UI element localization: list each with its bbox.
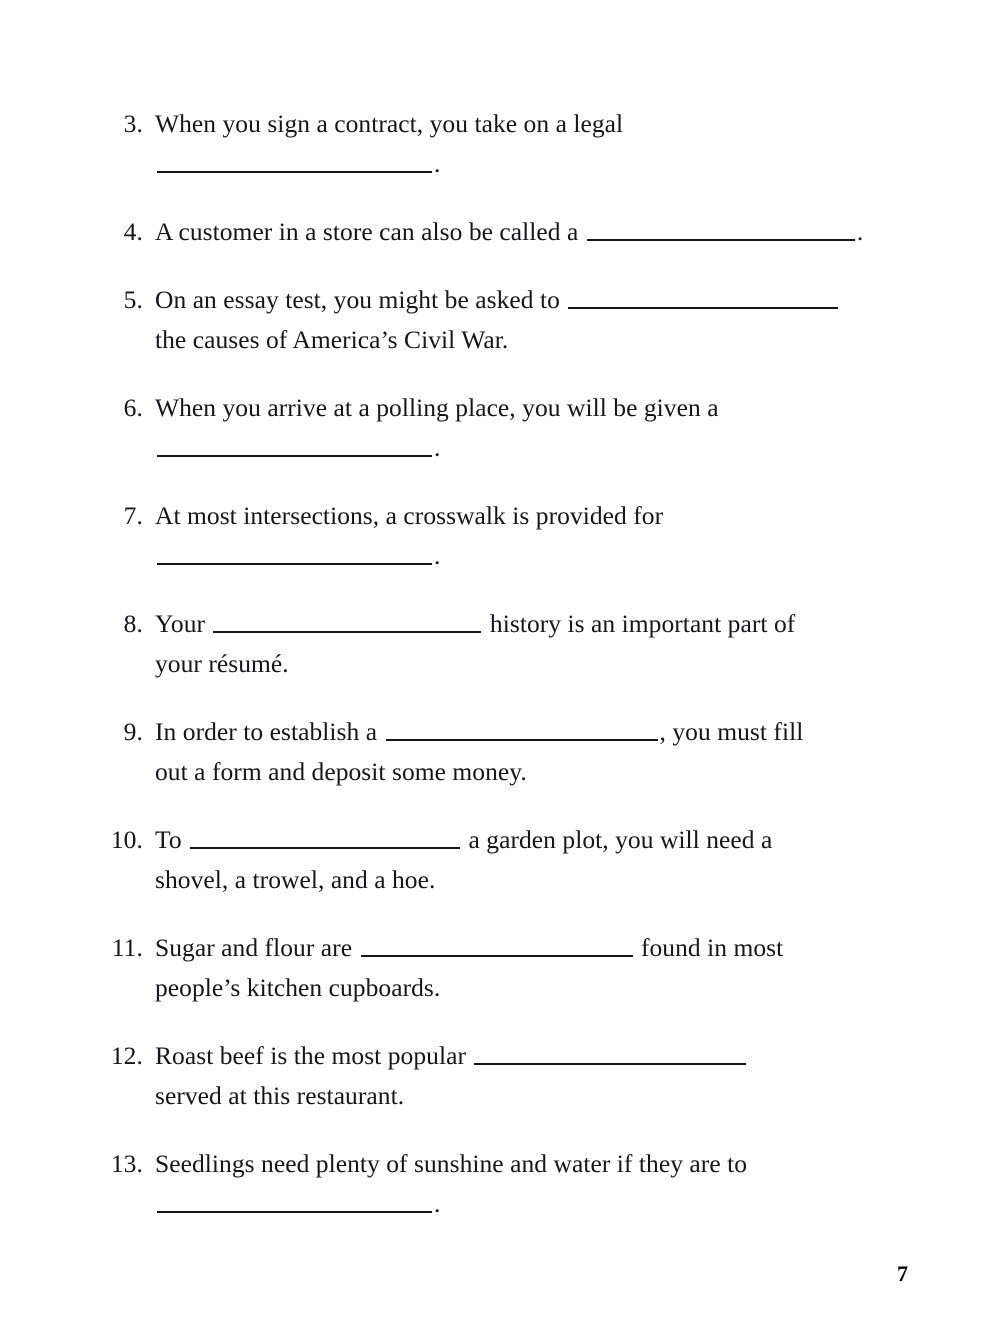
question-number: 7. [123, 501, 143, 530]
text-run: . [434, 1189, 441, 1218]
text-run: When you arrive at a polling place, you will be given a [155, 393, 719, 422]
question-list [0, 104, 1000, 1252]
question-text [155, 928, 1000, 1008]
question-line [155, 1036, 940, 1076]
text-run: people’s kitchen cupboards. [155, 973, 441, 1002]
question-line [155, 1184, 940, 1224]
text-run: Your [155, 609, 212, 638]
question-number: 8. [123, 609, 143, 638]
text-run: a garden plot, you will need a [462, 825, 773, 854]
question-line [155, 496, 940, 536]
question-number: 5. [123, 285, 143, 314]
question-text [155, 104, 1000, 184]
question-line [155, 144, 940, 184]
text-run: history is an important part of [483, 609, 796, 638]
text-run: . [434, 149, 441, 178]
question-text [155, 712, 1000, 792]
question-item [0, 712, 1000, 792]
question-line [155, 212, 940, 252]
question-text [155, 1144, 1000, 1224]
question-line [155, 388, 940, 428]
question-line [155, 280, 940, 320]
question-text [155, 604, 1000, 684]
text-run: , you must fill [659, 717, 804, 746]
question-item [0, 104, 1000, 184]
question-line [155, 712, 940, 752]
question-line [155, 644, 940, 684]
question-number: 9. [123, 717, 143, 746]
question-item [0, 212, 1000, 252]
question-item [0, 496, 1000, 576]
question-text [155, 280, 1000, 360]
question-line [155, 536, 940, 576]
question-number: 10. [110, 825, 143, 854]
answer-blank[interactable] [386, 717, 658, 741]
question-item [0, 604, 1000, 684]
question-item [0, 388, 1000, 468]
text-run: To [155, 825, 189, 854]
answer-blank[interactable] [568, 285, 838, 309]
question-item [0, 820, 1000, 900]
question-number: 11. [111, 933, 143, 962]
text-run: found in most [634, 933, 784, 962]
text-run: Roast beef is the most popular [155, 1041, 473, 1070]
question-line [155, 320, 940, 360]
answer-blank[interactable] [157, 433, 432, 457]
text-run: On an essay test, you might be asked to [155, 285, 567, 314]
text-run: When you sign a contract, you take on a legal [155, 109, 624, 138]
question-text [155, 212, 1000, 252]
question-line [155, 752, 940, 792]
question-line [155, 104, 940, 144]
question-item [0, 928, 1000, 1008]
question-line [155, 428, 940, 468]
question-number: 13. [110, 1149, 143, 1178]
answer-blank[interactable] [361, 933, 633, 957]
page-number: 7 [897, 1261, 908, 1286]
question-number: 12. [110, 1041, 143, 1070]
text-run: . [434, 433, 441, 462]
question-text [155, 496, 1000, 576]
text-run: your résumé. [155, 649, 289, 678]
text-run: the causes of America’s Civil War. [155, 325, 509, 354]
answer-blank[interactable] [587, 217, 855, 241]
answer-blank[interactable] [213, 609, 481, 633]
question-item [0, 1144, 1000, 1224]
text-run: . [856, 217, 864, 246]
text-run: A customer in a store can also be called a [155, 217, 585, 246]
text-run: Sugar and flour are [155, 933, 359, 962]
question-line [155, 1076, 940, 1116]
answer-blank[interactable] [157, 1189, 432, 1213]
question-text [155, 820, 1000, 900]
question-line [155, 968, 940, 1008]
question-item [0, 1036, 1000, 1116]
question-item [0, 280, 1000, 360]
text-run: Seedlings need plenty of sunshine and water if they are to [155, 1149, 748, 1178]
question-text [155, 388, 1000, 468]
answer-blank[interactable] [157, 149, 432, 173]
text-run: At most intersections, a crosswalk is provided for [155, 501, 664, 530]
question-line [155, 604, 940, 644]
text-run: served at this restaurant. [155, 1081, 405, 1110]
question-line [155, 860, 940, 900]
question-line [155, 1144, 940, 1184]
question-number: 6. [123, 393, 143, 422]
question-line [155, 928, 940, 968]
question-line [155, 820, 940, 860]
text-run: out a form and deposit some money. [155, 757, 527, 786]
answer-blank[interactable] [157, 541, 432, 565]
question-text [155, 1036, 1000, 1116]
question-number: 4. [123, 217, 143, 246]
answer-blank[interactable] [474, 1041, 746, 1065]
text-run: In order to establish a [155, 717, 384, 746]
text-run: . [434, 541, 441, 570]
question-number: 3. [123, 109, 143, 138]
answer-blank[interactable] [190, 825, 460, 849]
text-run: shovel, a trowel, and a hoe. [155, 865, 436, 894]
